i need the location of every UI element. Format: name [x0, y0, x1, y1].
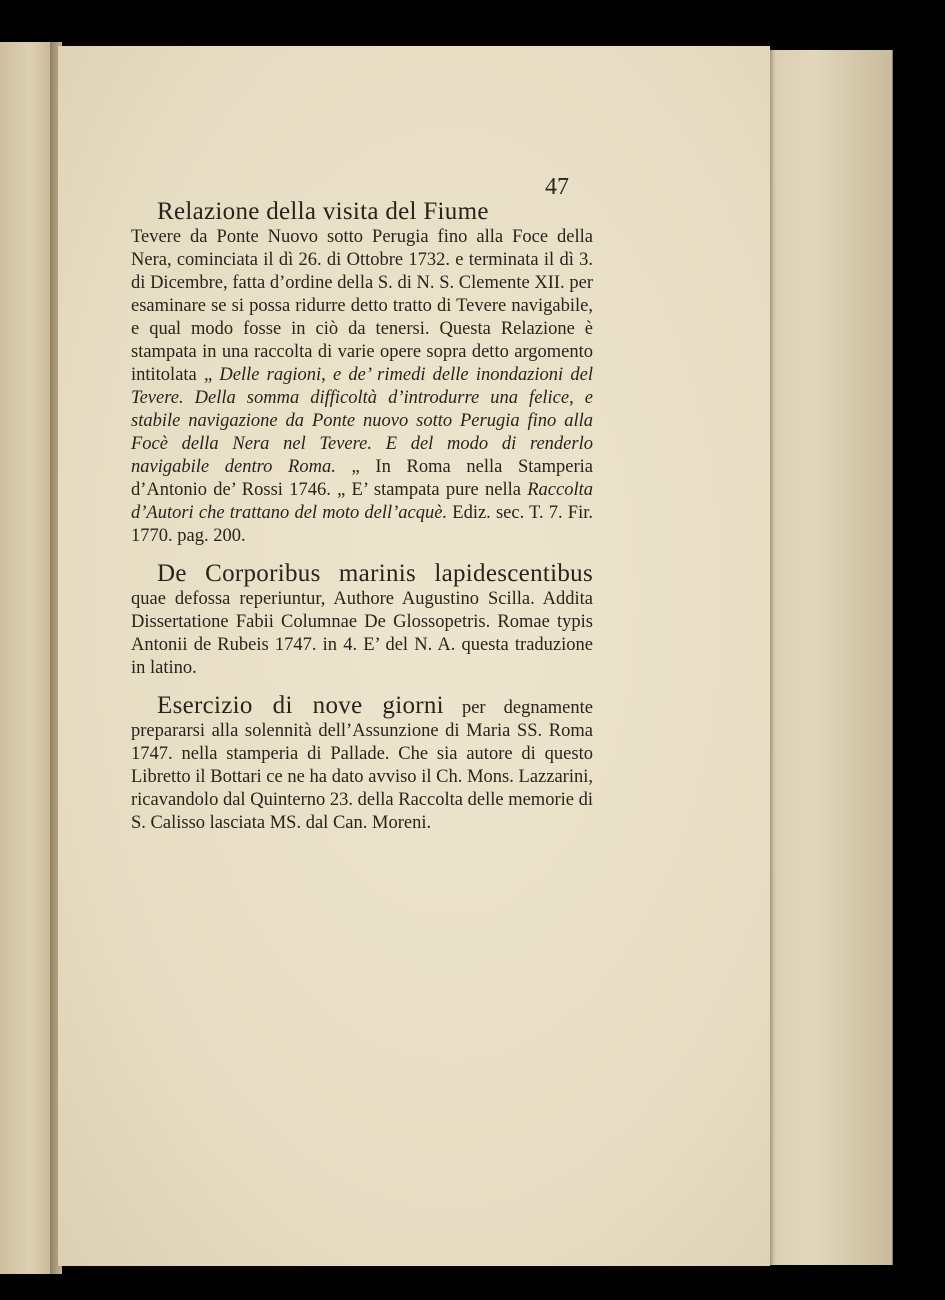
entry-relazione — [131, 200, 593, 548]
entry-heading: Relazione della visita del Fiume — [157, 198, 489, 225]
page-number: 47 — [545, 174, 569, 200]
entry-body: „ In Roma nella Stamperia d’Antonio de’ Rossi 1746. „ E’ stampata pure nella — [131, 457, 593, 500]
right-page-edges — [760, 50, 893, 1265]
entry-heading: De Corporibus marinis lapidescentibus — [157, 560, 593, 587]
entry-de-corporibus — [131, 562, 593, 680]
page-text — [131, 200, 593, 849]
entry-body: per degnamente prepararsi alla solennità dell’Assunzione di Maria SS. Roma 1747. nella stamperia di Pallade. Che sia autore di questo Libretto il Bottari ce ne ha dato avviso il Ch. Mons. Lazzarini, ricavandolo dal Quinterno 23. della Raccolta delle memorie di S. Calisso lasciata MS. dal Can. Moreni. — [131, 698, 593, 833]
left-page-edge — [0, 42, 52, 1274]
entry-esercizio — [131, 694, 593, 835]
entry-heading: Esercizio di nove giorni — [157, 692, 444, 719]
entry-body: Tevere da Ponte Nuovo sotto Perugia fino alla Foce della Nera, cominciata il dì 26. di Ottobre 1732. e terminata il dì 3. di Dicembre, fatta d’ordine della S. di N. S. Clemente XII. per esaminare se si possa ridurre detto tratto di Tevere navigabile, e qual modo fosse in ciò da tenersi. Questa Relazione è stampata in una raccolta di varie opere sopra detto argomento intitolata „ — [131, 227, 593, 385]
entry-title-italic: Raccolta d’Autori che trattano del moto dell’acquè. — [131, 480, 593, 523]
entry-title-italic: Delle ragioni, e de’ rimedi delle inondazioni del Tevere. Della somma difficoltà d’introdurre una felice, e stabile navigazione da Ponte nuovo sotto Perugia fino alla Focè della Nera nel Tevere. E del modo di renderlo navigabile dentro Roma. — [131, 365, 593, 477]
entry-body: quae defossa reperiuntur, Authore Augustino Scilla. Addita Dissertatione Fabii Columnae De Glossopetris. Romae typis Antonii de Rubeis 1747. in 4. E’ del N. A. questa traduzione in latino. — [131, 589, 593, 678]
entry-body: Ediz. sec. T. 7. Fir. 1770. pag. 200. — [131, 503, 593, 546]
